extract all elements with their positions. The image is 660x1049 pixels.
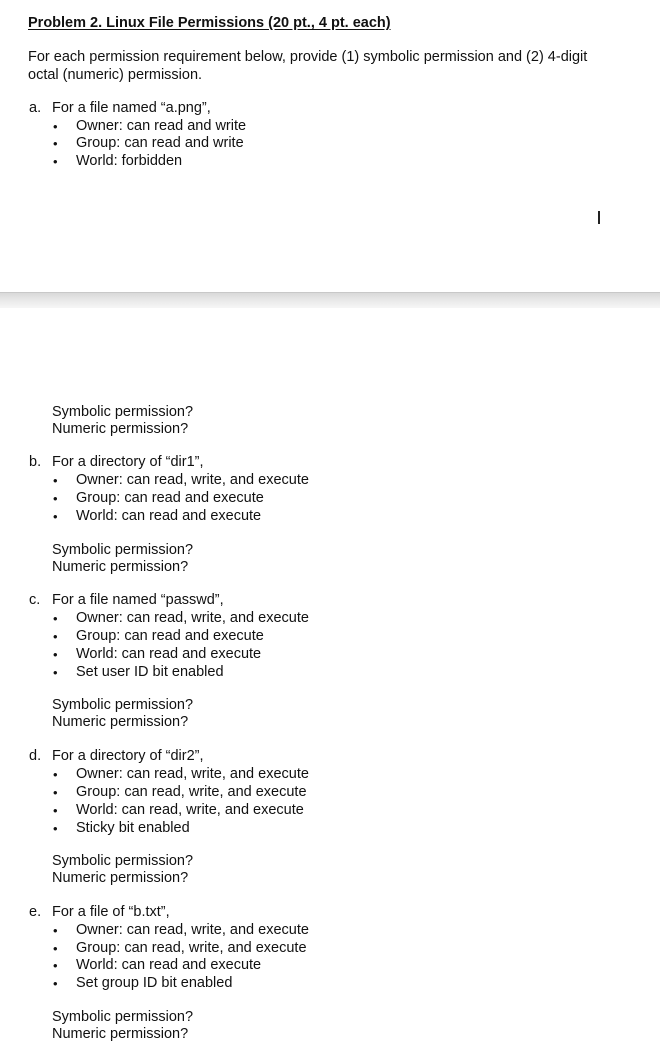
question-b-bullet: Owner: can read, write, and execute [76,472,309,488]
question-d-marker: d. [29,748,42,764]
bullet-icon: • [53,611,58,626]
question-d-bullet: Group: can read, write, and execute [76,784,307,800]
question-b-symbolic-prompt: Symbolic permission? [52,542,194,558]
bullet-icon: • [53,958,58,973]
intro-line-1: For each permission requirement below, provide (1) symbolic permission and (2) 4-digit [28,49,588,65]
question-d-symbolic-prompt: Symbolic permission? [52,853,194,869]
question-e-bullet: Owner: can read, write, and execute [76,922,309,938]
question-c-marker: c. [29,592,41,608]
intro-line-2: octal (numeric) permission. [28,67,203,83]
question-a-bullet: Owner: can read and write [76,118,247,134]
question-b-bullet: World: can read and execute [76,508,262,524]
question-c-symbolic-prompt: Symbolic permission? [52,697,194,713]
question-b-marker: b. [29,454,42,470]
question-e-heading: For a file of “b.txt”, [52,904,170,920]
bullet-icon: • [53,785,58,800]
question-c-bullet: Group: can read and execute [76,628,264,644]
question-a-bullet: Group: can read and write [76,135,244,151]
bullet-icon: • [53,509,58,524]
bullet-icon: • [53,767,58,782]
bullet-icon: • [53,629,58,644]
text-cursor [598,211,600,224]
page-break [0,292,660,308]
question-c-heading: For a file named “passwd”, [52,592,224,608]
question-e-bullet: Set group ID bit enabled [76,975,233,991]
question-b-numeric-prompt: Numeric permission? [52,559,189,575]
question-c-numeric-prompt: Numeric permission? [52,714,189,730]
question-d-numeric-prompt: Numeric permission? [52,870,189,886]
question-c-bullet: Owner: can read, write, and execute [76,610,309,626]
question-e-numeric-prompt: Numeric permission? [52,1026,189,1042]
bullet-icon: • [53,154,58,169]
bullet-icon: • [53,473,58,488]
question-e-bullet: Group: can read, write, and execute [76,940,307,956]
bullet-icon: • [53,665,58,680]
question-c-bullet: Set user ID bit enabled [76,664,224,680]
bullet-icon: • [53,491,58,506]
bullet-icon: • [53,923,58,938]
bullet-icon: • [53,976,58,991]
question-d-heading: For a directory of “dir2”, [52,748,204,764]
question-e-bullet: World: can read and execute [76,957,262,973]
bullet-icon: • [53,647,58,662]
question-b-bullet: Group: can read and execute [76,490,264,506]
question-a-marker: a. [29,100,42,116]
question-d-bullet: Owner: can read, write, and execute [76,766,309,782]
question-a-bullet: World: forbidden [76,153,183,169]
question-a-numeric-prompt: Numeric permission? [52,421,189,437]
question-a-symbolic-prompt: Symbolic permission? [52,404,194,420]
question-c-bullet: World: can read and execute [76,646,262,662]
bullet-icon: • [53,803,58,818]
bullet-icon: • [53,821,58,836]
question-d-bullet: World: can read, write, and execute [76,802,304,818]
question-d-bullet: Sticky bit enabled [76,820,190,836]
problem-title: Problem 2. Linux File Permissions (20 pt., 4 pt. each) [28,15,391,31]
bullet-icon: • [53,136,58,151]
bullet-icon: • [53,941,58,956]
question-e-marker: e. [29,904,42,920]
question-e-symbolic-prompt: Symbolic permission? [52,1009,194,1025]
bullet-icon: • [53,119,58,134]
question-a-heading: For a file named “a.png”, [52,100,211,116]
question-b-heading: For a directory of “dir1”, [52,454,204,470]
